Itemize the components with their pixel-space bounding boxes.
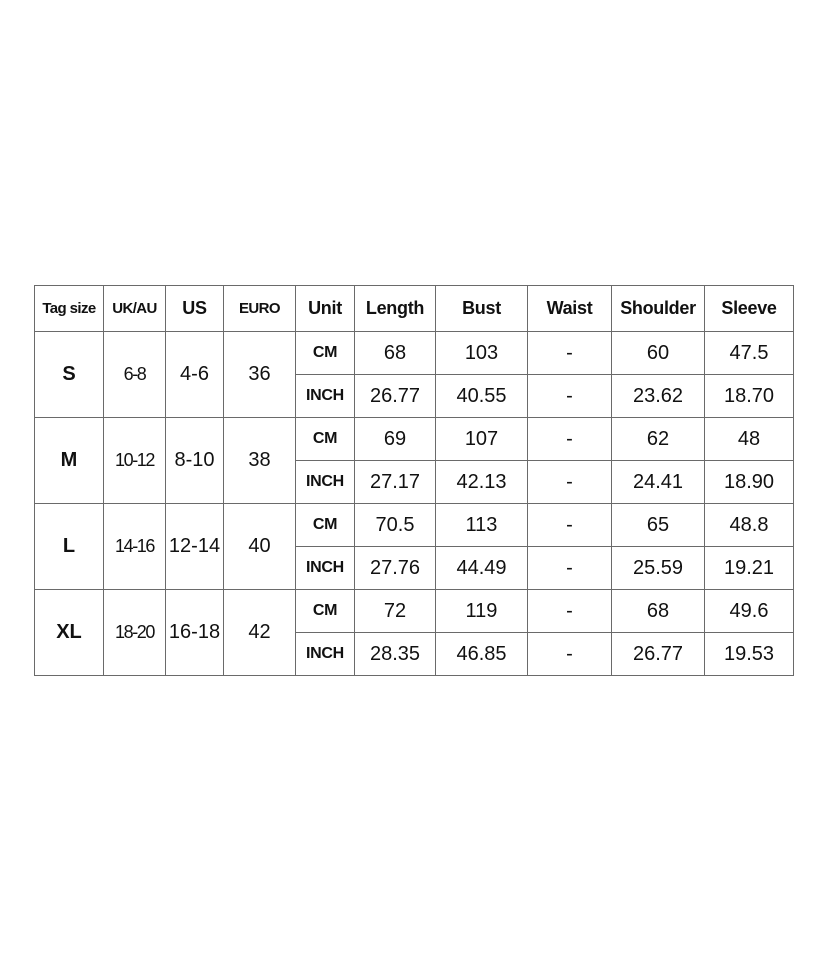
- shoulder-cell: 60: [612, 332, 705, 375]
- waist-cell: -: [528, 590, 612, 633]
- euro-cell: 36: [224, 332, 296, 418]
- tag-size-cell: M: [35, 418, 104, 504]
- header-bust: Bust: [436, 286, 528, 332]
- length-cell: 26.77: [355, 375, 436, 418]
- table-row: [35, 332, 794, 375]
- header-us: US: [166, 286, 224, 332]
- unit-cell: INCH: [296, 461, 355, 504]
- table-row: [35, 418, 794, 461]
- shoulder-cell: 68: [612, 590, 705, 633]
- sleeve-cell: 48: [705, 418, 794, 461]
- waist-cell: -: [528, 461, 612, 504]
- waist-cell: -: [528, 418, 612, 461]
- sleeve-cell: 19.21: [705, 547, 794, 590]
- tag-size-cell: S: [35, 332, 104, 418]
- header-tag-size: Tag size: [35, 286, 104, 332]
- waist-cell: -: [528, 504, 612, 547]
- tag-size-cell: L: [35, 504, 104, 590]
- length-cell: 27.17: [355, 461, 436, 504]
- waist-cell: -: [528, 547, 612, 590]
- length-cell: 27.76: [355, 547, 436, 590]
- table-row: [35, 590, 794, 633]
- shoulder-cell: 24.41: [612, 461, 705, 504]
- euro-cell: 38: [224, 418, 296, 504]
- size-chart-table: [34, 285, 794, 676]
- shoulder-cell: 26.77: [612, 633, 705, 676]
- header-uk-au: UK/AU: [104, 286, 166, 332]
- shoulder-cell: 65: [612, 504, 705, 547]
- waist-cell: -: [528, 633, 612, 676]
- waist-cell: -: [528, 332, 612, 375]
- table-row: [35, 504, 794, 547]
- bust-cell: 44.49: [436, 547, 528, 590]
- sleeve-cell: 47.5: [705, 332, 794, 375]
- euro-cell: 42: [224, 590, 296, 676]
- bust-cell: 103: [436, 332, 528, 375]
- unit-cell: CM: [296, 418, 355, 461]
- sleeve-cell: 18.90: [705, 461, 794, 504]
- bust-cell: 46.85: [436, 633, 528, 676]
- us-cell: 4-6: [166, 332, 224, 418]
- length-cell: 72: [355, 590, 436, 633]
- header-euro: EURO: [224, 286, 296, 332]
- uk-au-cell: 6-8: [104, 332, 166, 418]
- tag-size-cell: XL: [35, 590, 104, 676]
- length-cell: 70.5: [355, 504, 436, 547]
- unit-cell: CM: [296, 504, 355, 547]
- length-cell: 69: [355, 418, 436, 461]
- header-length: Length: [355, 286, 436, 332]
- bust-cell: 40.55: [436, 375, 528, 418]
- us-cell: 16-18: [166, 590, 224, 676]
- unit-cell: INCH: [296, 633, 355, 676]
- shoulder-cell: 23.62: [612, 375, 705, 418]
- uk-au-cell: 14-16: [104, 504, 166, 590]
- unit-cell: INCH: [296, 547, 355, 590]
- us-cell: 8-10: [166, 418, 224, 504]
- length-cell: 68: [355, 332, 436, 375]
- uk-au-cell: 18-20: [104, 590, 166, 676]
- header-unit: Unit: [296, 286, 355, 332]
- header-waist: Waist: [528, 286, 612, 332]
- bust-cell: 119: [436, 590, 528, 633]
- sleeve-cell: 48.8: [705, 504, 794, 547]
- length-cell: 28.35: [355, 633, 436, 676]
- sleeve-cell: 18.70: [705, 375, 794, 418]
- uk-au-cell: 10-12: [104, 418, 166, 504]
- bust-cell: 107: [436, 418, 528, 461]
- us-cell: 12-14: [166, 504, 224, 590]
- header-shoulder: Shoulder: [612, 286, 705, 332]
- bust-cell: 113: [436, 504, 528, 547]
- unit-cell: INCH: [296, 375, 355, 418]
- shoulder-cell: 62: [612, 418, 705, 461]
- sleeve-cell: 19.53: [705, 633, 794, 676]
- header-sleeve: Sleeve: [705, 286, 794, 332]
- unit-cell: CM: [296, 332, 355, 375]
- bust-cell: 42.13: [436, 461, 528, 504]
- header-row: [35, 286, 794, 332]
- waist-cell: -: [528, 375, 612, 418]
- euro-cell: 40: [224, 504, 296, 590]
- unit-cell: CM: [296, 590, 355, 633]
- sleeve-cell: 49.6: [705, 590, 794, 633]
- shoulder-cell: 25.59: [612, 547, 705, 590]
